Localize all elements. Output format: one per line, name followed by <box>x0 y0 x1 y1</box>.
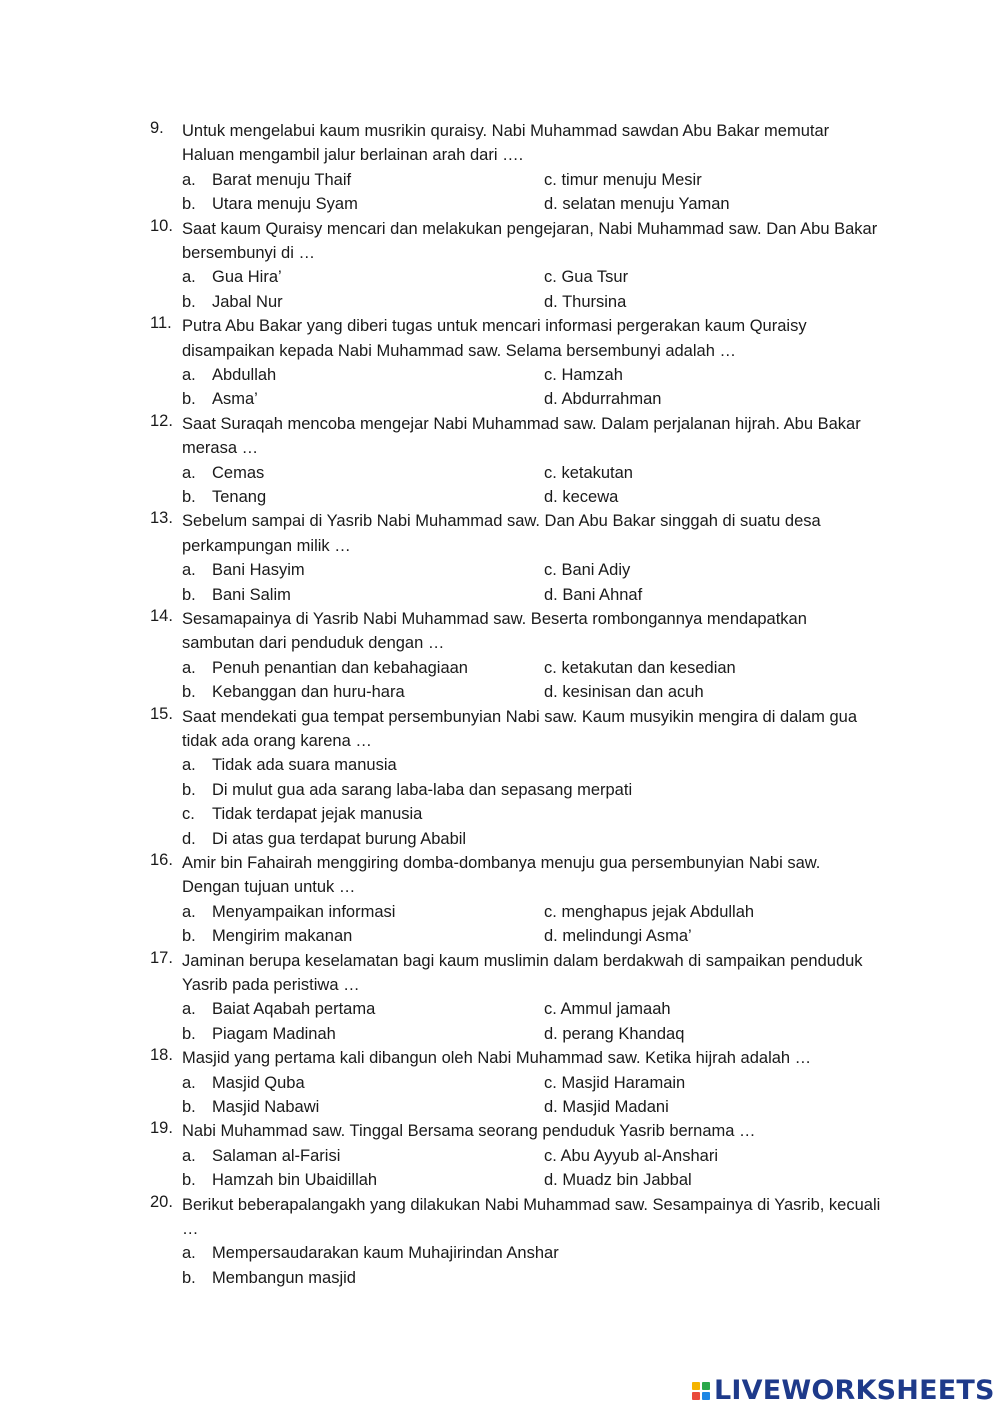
question-number: 9. <box>150 119 164 137</box>
option-a[interactable]: a. Penuh penantian dan kebahagiaan <box>182 658 468 677</box>
option-row <box>0 924 1000 948</box>
option-d[interactable]: d. Masjid Madani <box>544 1097 669 1116</box>
option-c[interactable]: c. Tidak terdapat jejak manusia <box>182 805 423 824</box>
option-row <box>0 265 1000 289</box>
option-row <box>0 192 1000 216</box>
option-row <box>0 656 1000 680</box>
logo-square-e <box>702 1392 710 1400</box>
option-a[interactable]: a. Menyampaikan informasi <box>182 902 396 921</box>
question-number: 11. <box>150 314 172 333</box>
question-text: Saat kaum Quraisy mencari dan melakukan pengejaran, Nabi Muhammad saw. Dan Abu Bakar bersembunyi di … <box>182 219 878 262</box>
option-a[interactable]: a. Abdullah <box>182 366 277 384</box>
question-10 <box>0 217 1000 315</box>
worksheet-questions <box>0 119 1000 1290</box>
question-text: Jaminan berupa keselamatan bagi kaum muslimin dalam berdakwah di sampaikan penduduk Yasrib pada peristiwa … <box>182 951 863 994</box>
brand-name: LIVEWORKSHEETS <box>714 1374 995 1406</box>
option-d[interactable]: d. Bani Ahnaf <box>544 585 643 604</box>
logo-square-l <box>692 1382 700 1390</box>
option-row <box>0 1266 1000 1290</box>
option-row <box>0 827 1000 851</box>
option-d[interactable]: d. melindungi Asma’ <box>544 927 692 946</box>
option-row <box>0 290 1000 314</box>
option-row <box>0 1022 1000 1046</box>
option-d[interactable]: d. Muadz bin Jabbal <box>544 1171 692 1190</box>
option-row <box>0 168 1000 192</box>
question-text: Masjid yang pertama kali dibangun oleh Nabi Muhammad saw. Ketika hijrah adalah … <box>182 1049 812 1068</box>
option-a[interactable]: a. Mempersaudarakan kaum Muhajirindan Anshar <box>182 1244 559 1263</box>
option-b[interactable]: b. Di mulut gua ada sarang laba-laba dan sepasang merpati <box>182 780 633 799</box>
option-d[interactable]: d. kesinisan dan acuh <box>544 683 704 702</box>
question-number: 19. <box>150 1119 173 1138</box>
option-b[interactable]: b. Bani Salim <box>182 585 291 604</box>
option-b[interactable]: b. Jabal Nur <box>182 292 283 311</box>
option-c[interactable]: c. Gua Tsur <box>544 268 629 287</box>
question-number: 17. <box>150 948 173 967</box>
option-row <box>0 583 1000 607</box>
option-row <box>0 1095 1000 1119</box>
question-12 <box>0 412 1000 510</box>
question-15 <box>0 705 1000 851</box>
question-20 <box>0 1193 1000 1291</box>
option-d[interactable]: d. Di atas gua terdapat burung Ababil <box>182 829 467 848</box>
question-number: 15. <box>150 704 173 723</box>
option-b[interactable]: b. Masjid Nabawi <box>182 1097 320 1116</box>
question-number: 12. <box>150 411 173 430</box>
question-13 <box>0 509 1000 607</box>
option-c[interactable]: c. Ammul jamaah <box>544 1000 671 1019</box>
question-number: 20. <box>150 1192 173 1211</box>
option-c[interactable]: c. Masjid Haramain <box>544 1073 686 1092</box>
question-text: Saat Suraqah mencoba mengejar Nabi Muhammad saw. Dalam perjalanan hijrah. Abu Bakar merasa … <box>182 414 861 458</box>
question-text: Sebelum sampai di Yasrib Nabi Muhammad saw. Dan Abu Bakar singgah di suatu desa perkampungan milik … <box>182 512 821 555</box>
option-row <box>0 461 1000 485</box>
question-number: 18. <box>150 1046 173 1065</box>
option-d[interactable]: d. kecewa <box>544 487 619 506</box>
option-c[interactable]: c. ketakutan dan kesedian <box>544 658 736 677</box>
question-number: 14. <box>150 606 173 625</box>
question-text: Amir bin Fahairah menggiring domba-dombanya menuju gua persembunyian Nabi saw. Dengan tujuan untuk … <box>182 853 821 897</box>
option-row <box>0 558 1000 582</box>
option-row <box>0 387 1000 411</box>
option-row <box>0 680 1000 704</box>
question-text: Sesamapainya di Yasrib Nabi Muhammad saw. Beserta rombongannya mendapatkan sambutan dari penduduk dengan … <box>182 609 807 653</box>
option-a[interactable]: a. Gua Hira’ <box>182 268 282 287</box>
question-text: Nabi Muhammad saw. Tinggal Bersama seorang penduduk Yasrib bernama … <box>182 1122 756 1141</box>
option-row <box>0 802 1000 826</box>
option-row <box>0 778 1000 802</box>
option-c[interactable]: c. Hamzah <box>544 366 623 384</box>
option-b[interactable]: b. Utara menuju Syam <box>182 195 358 214</box>
option-d[interactable]: d. Abdurrahman <box>544 390 662 409</box>
option-d[interactable]: d. selatan menuju Yaman <box>544 195 730 214</box>
option-c[interactable]: c. timur menuju Mesir <box>544 170 702 189</box>
liveworksheets-brand <box>692 1374 995 1406</box>
option-a[interactable]: a. Masjid Quba <box>182 1073 305 1092</box>
question-text: Saat mendekati gua tempat persembunyian Nabi saw. Kaum musyikin mengira di dalam gua tidak ada orang karena … <box>182 707 858 750</box>
question-number: 10. <box>150 216 173 235</box>
option-a[interactable]: a. Bani Hasyim <box>182 561 305 580</box>
option-row <box>0 1241 1000 1265</box>
question-text: Berikut beberapalangakh yang dilakukan Nabi Muhammad saw. Sesampainya di Yasrib, kecuali … <box>182 1195 881 1238</box>
option-row <box>0 753 1000 777</box>
logo-square-v <box>692 1392 700 1400</box>
option-a[interactable]: a. Barat menuju Thaif <box>182 170 352 189</box>
option-c[interactable]: c. ketakutan <box>544 463 633 482</box>
question-number: 13. <box>150 509 173 528</box>
question-14 <box>0 607 1000 705</box>
option-a[interactable]: a. Baiat Aqabah pertama <box>182 1000 376 1019</box>
option-a[interactable]: a. Tidak ada suara manusia <box>182 756 397 775</box>
option-a[interactable]: a. Cemas <box>182 463 265 482</box>
option-b[interactable]: b. Kebanggan dan huru-hara <box>182 683 405 702</box>
option-d[interactable]: d. Thursina <box>544 292 627 311</box>
option-row <box>0 1168 1000 1192</box>
option-c[interactable]: c. Bani Adiy <box>544 561 631 580</box>
question-19 <box>0 1119 1000 1192</box>
logo-square-i <box>702 1382 710 1390</box>
option-a[interactable]: a. Salaman al-Farisi <box>182 1146 341 1165</box>
option-c[interactable]: c. menghapus jejak Abdullah <box>544 902 755 921</box>
question-16 <box>0 851 1000 949</box>
option-b[interactable]: b. Piagam Madinah <box>182 1024 336 1043</box>
option-row <box>0 1144 1000 1168</box>
question-text: Untuk mengelabui kaum musrikin quraisy. Nabi Muhammad sawdan Abu Bakar memutar Haluan mengambil jalur berlainan arah dari …. <box>182 122 830 165</box>
option-b[interactable]: b. Tenang <box>182 487 267 506</box>
question-9 <box>0 119 1000 217</box>
option-b[interactable]: b. Mengirim makanan <box>182 927 353 946</box>
option-row <box>0 485 1000 509</box>
liveworksheets-logo-icon <box>692 1382 710 1400</box>
option-row <box>0 900 1000 924</box>
question-18 <box>0 1046 1000 1119</box>
question-number: 16. <box>150 850 173 869</box>
option-row <box>0 1071 1000 1095</box>
question-text: Putra Abu Bakar yang diberi tugas untuk mencari informasi pergerakan kaum Quraisy disampaikan kepada Nabi Muhammad saw. Selama bersembunyi adalah … <box>182 317 807 360</box>
option-c[interactable]: c. Abu Ayyub al-Anshari <box>544 1146 718 1165</box>
question-17 <box>0 949 1000 1047</box>
option-row <box>0 997 1000 1021</box>
option-b[interactable]: b. Asma’ <box>182 390 258 409</box>
option-b[interactable]: b. Hamzah bin Ubaidillah <box>182 1171 378 1190</box>
question-11 <box>0 314 1000 412</box>
option-row <box>0 363 1000 387</box>
option-d[interactable]: d. perang Khandaq <box>544 1024 685 1043</box>
option-b[interactable]: b. Membangun masjid <box>182 1268 356 1287</box>
